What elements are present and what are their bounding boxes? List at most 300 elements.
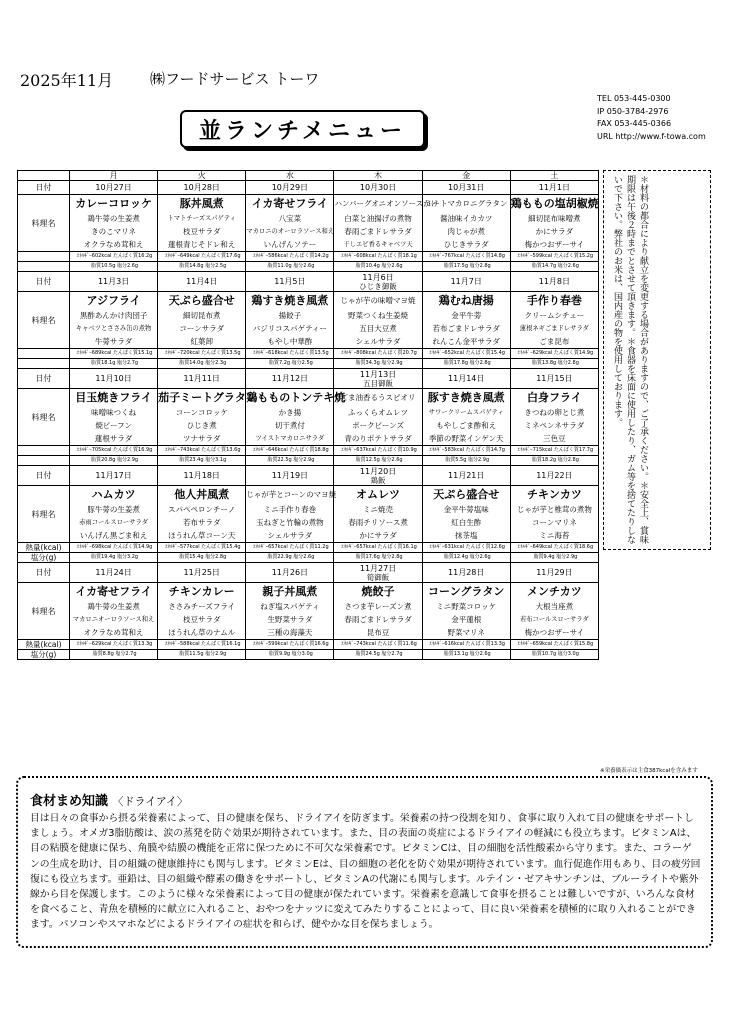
side-dish: コーンマリネ [532, 518, 577, 527]
side-dish: 白菜と油揚げの煮物 [344, 214, 412, 223]
side-dish: 黒酢あんかけ肉団子 [79, 311, 148, 320]
side-dish: 揚餃子 [278, 311, 302, 320]
salt-cell: 脂質18.1g 塩分2.7g [70, 359, 158, 369]
date-cell [422, 272, 510, 292]
date-text: 10月30日 [359, 183, 397, 192]
energy-row [18, 640, 599, 650]
main-dish: ハムカツ [91, 488, 136, 501]
salt-cell: 脂質17.5g 塩分2.8g [422, 262, 510, 272]
dish-cell [246, 389, 346, 446]
main-dish: 豚丼風煮 [179, 197, 224, 210]
date-cell [158, 369, 246, 389]
salt-cell: 脂質9.9g 塩分3.0g [246, 650, 334, 660]
side-dish: 赤雨コールスローサラダ [79, 519, 149, 526]
main-dish: 鶏すき焼き風煮 [251, 294, 329, 307]
side-dish: 枝豆サラダ [183, 615, 221, 624]
notice-text: ＊材料の都合により献立を変更する場合がありますので、ご了承ください。＊安全上、賞味期限は午後２時までとさせて頂きます。＊食器を床面に使用したり、ガム等を捨てたりしないで下さい。弊社のお米は、国内産の物を使用しております。 [612, 175, 648, 544]
salt-cell: 脂質14.0g 塩分2.3g [158, 359, 246, 369]
main-dish: チキンカレー [168, 585, 235, 598]
dish-cell [158, 292, 246, 349]
main-dish: チキンカツ [526, 488, 582, 501]
energy-cell: ｴﾈﾙｷﾞｰ586kcal たんぱく質14.2g [246, 252, 334, 262]
date-text: 11月21日 [448, 471, 485, 480]
header-date: 2025年11月 [20, 71, 114, 90]
energy-cell: ｴﾈﾙｷﾞｰ652kcal たんぱく質15.4g [422, 349, 510, 359]
energy-cell: ｴﾈﾙｷﾞｰ608kcal たんぱく質18.1g [334, 252, 422, 262]
company-name: ㈱フードサービス トーワ [150, 70, 320, 88]
side-dish: ミニ野菜コロッケ [436, 602, 497, 611]
side-dish: 焼ビーフン [95, 421, 132, 430]
date-cell [422, 181, 510, 195]
side-dish: 玉ねぎと竹輪の煮物 [256, 518, 324, 527]
energy-cell: ｴﾈﾙｷﾞｰ629kcal たんぱく質13.3g [70, 640, 158, 650]
dish-cell [158, 389, 257, 446]
date-cell [70, 369, 158, 389]
energy-cell: ｴﾈﾙｷﾞｰ705kcal たんぱく質16.9g [70, 446, 158, 456]
dish-cell [334, 389, 422, 446]
side-dish: ごま昆布 [539, 337, 570, 346]
date-text: 11月29日 [536, 568, 573, 577]
tel: TEL 053-445-0300 [597, 94, 671, 103]
date-label: 日付 [18, 181, 70, 195]
energy-cell: ｴﾈﾙｷﾞｰ577kcal たんぱく質15.4g [158, 543, 246, 553]
side-dish: 若布サラダ [183, 518, 221, 527]
dish-cell [246, 195, 334, 252]
side-dish: きつねの卵とじ煮 [524, 408, 585, 417]
date-cell [510, 369, 598, 389]
energy-cell: ｴﾈﾙｷﾞｰ689kcal たんぱく質15.1g [70, 349, 158, 359]
dish-cell [422, 389, 510, 446]
side-dish: ミニ焼売 [363, 505, 394, 514]
date-text: 10月27日 [95, 183, 132, 192]
main-dish: 天ぷら盛合せ [433, 488, 500, 501]
main-dish: コーングラタン [427, 585, 505, 598]
salt-row [18, 262, 599, 272]
salt-cell: 脂質13.8g 塩分2.8g [510, 359, 598, 369]
salt-cell: 脂質34.3g 塩分2.9g [334, 359, 422, 369]
article-body: 目は日々の食事から摂る栄養素によって、目の健康を保ち、ドライアイを防ぎます。栄養素の持つ役割を知り、食事に取り入れて目の健康をサポートしましょう。オメガ3脂肪酸は、涙の蒸発を防ぐ効果が期待されています。また、目の表面の炎症によるドライアイの軽減にも役立ちます。ビタミンAは、目の粘膜を健康に保ち、角膜や結膜の機能を正常に保つために不可欠な栄養素です。ビタミンCは、目の細胞を活性酸素から守ります。また、コラーゲンの生成を助け、目の組織の健康維持にも関与します。ビタミンEは、目の細胞の老化を防ぐ効果が期待されています。血行促進作用もあり、目の疲労回復にも役立ちます。亜鉛は、目の組織や酵素の働きをサポートし、ビタミンAの代謝にも関与します。ルテイン・ゼアキサンチンは、ブルーライトや紫外線から目を保護します。このように様々な栄養素によって目の健康が保たれています。栄養素を意識して食事を摂ることは難しいですが、いろんな食材を食べること、青魚を積極的に献立に入れること、おやつをナッツに変えてみたりすることによって、目に良い栄養素を積極的に取り入れることができます。パソコンやスマホなどによるドライアイの症状を和らげ、健やかな目を保ちましょう。 [30, 813, 701, 931]
energy-label: 熱量(kcal) [18, 640, 70, 650]
date-text: 11月8日 [538, 277, 571, 286]
date-row [18, 272, 599, 292]
side-dish: 金平牛蒡塩味 [443, 505, 489, 514]
dish-cell [246, 486, 337, 543]
main-dish: 鶏むね唐揚 [438, 294, 494, 307]
date-text: 11月1日 [538, 183, 571, 192]
salt-cell: 脂質19.4g 塩分3.2g [70, 553, 158, 563]
side-dish: クリームシチュー [524, 311, 585, 320]
side-dish: 紅白生酢 [451, 518, 482, 527]
energy-cell: ｴﾈﾙｷﾞｰ646kcal たんぱく質18.8g [246, 446, 334, 456]
energy-cell: ｴﾈﾙｷﾞｰ698kcal たんぱく質14.9g [70, 543, 158, 553]
dish-cell [158, 583, 246, 640]
salt-cell: 脂質15.4g 塩分2.8g [158, 553, 246, 563]
side-dish: 梅かつおザーサイ [524, 628, 585, 637]
side-dish: 蓮根青じそドレ和え [168, 240, 236, 249]
main-dish: 焼餃子 [361, 585, 395, 598]
salt-cell: 脂質17.8g 塩分2.8g [422, 359, 510, 369]
side-dish: ツナサラダ [183, 434, 221, 443]
energy-cell: ｴﾈﾙｷﾞｰ715kcal たんぱく質17.7g [510, 446, 598, 456]
dish-cell [422, 195, 510, 252]
side-dish: ふっくらオムレツ [348, 408, 409, 417]
side-dish: もやし中華酢 [267, 337, 313, 346]
dish-cell [422, 583, 510, 640]
date-text: 10月31日 [448, 183, 485, 192]
energy-label: 熱量(kcal) [18, 543, 70, 553]
url: URL http://www.f-towa.com [597, 131, 706, 141]
main-dish: イカ寄せフライ [75, 585, 152, 598]
dish-cell [510, 292, 598, 349]
energy-cell: ｴﾈﾙｷﾞｰ631kcal たんぱく質12.6g [422, 543, 510, 553]
energy-label [18, 446, 70, 456]
date-text: 11月27日 [359, 564, 397, 573]
date-text: 11月5日 [274, 277, 306, 286]
date-cell [158, 181, 246, 195]
date-cell [334, 563, 422, 583]
dish-cell [510, 583, 598, 640]
main-dish: 目玉焼きフライ [75, 391, 152, 404]
dish-cell [158, 486, 246, 543]
energy-cell: ｴﾈﾙｷﾞｰ649kcal たんぱく質17.6g [158, 252, 246, 262]
energy-label [18, 349, 70, 359]
date-text: 11月28日 [448, 568, 485, 577]
dish-row [18, 583, 599, 640]
notice-box [603, 170, 711, 550]
date-row [18, 466, 599, 486]
dish-row [18, 486, 599, 543]
side-dish: 青のりポテトサラダ [344, 434, 412, 443]
dish-cell [246, 583, 334, 640]
side-dish: 八宝菜 [278, 214, 302, 223]
salt-cell: 脂質17.6g 塩分2.8g [334, 553, 422, 563]
date-cell [334, 466, 422, 486]
side-dish: 味噌味つくね [91, 408, 137, 417]
article-title [30, 790, 701, 809]
energy-label [18, 252, 70, 262]
date-text: 10月28日 [183, 183, 220, 192]
rice-note: 筍御飯 [366, 573, 390, 582]
date-cell [510, 181, 598, 195]
salt-cell: 脂質10.5g 塩分2.6g [70, 262, 158, 272]
energy-cell: ｴﾈﾙｷﾞｰ767kcal たんぱく質14.8g [422, 252, 510, 262]
side-dish: 金平牛蒡 [451, 311, 482, 320]
dish-cell [70, 195, 158, 252]
date-text: 11月20日 [359, 467, 397, 476]
date-text: 11月17日 [95, 471, 132, 480]
energy-cell: ｴﾈﾙｷﾞｰ637kcal たんぱく質10.9g [334, 446, 422, 456]
energy-row [18, 543, 599, 553]
dish-cell [510, 389, 598, 446]
date-text: 11月15日 [536, 374, 573, 383]
salt-cell: 脂質24.5g 塩分2.7g [334, 650, 422, 660]
side-dish: マカロニオーロラソース和え [72, 616, 155, 623]
side-dish: 細切昆布煮 [182, 311, 221, 320]
date-cell [422, 563, 510, 583]
date-text: 11月7日 [450, 277, 482, 286]
energy-cell: ｴﾈﾙｷﾞｰ583kcal たんぱく質14.7g [422, 446, 510, 456]
side-dish: かにサラダ [359, 531, 397, 540]
main-dish: 鶏もものトンテキ焼 [246, 391, 346, 404]
dish-cell [510, 195, 598, 252]
side-dish: いんげん黒ごま和え [79, 531, 148, 540]
main-dish: 豚すき焼き風煮 [427, 391, 505, 404]
main-dish: 他人丼風煮 [174, 488, 230, 501]
main-dish: じゃが芋の味噌マヨ焼 [340, 296, 416, 305]
salt-cell: 脂質14.7g 塩分2.6g [510, 262, 598, 272]
side-dish: 枝豆サラダ [183, 227, 221, 236]
date-text: 11月3日 [97, 277, 130, 286]
side-dish: 牛蒡サラダ [94, 337, 133, 346]
rice-note: ひじき御飯 [359, 282, 397, 291]
side-dish: かき揚 [278, 408, 302, 417]
salt-label: 塩分(g) [18, 553, 70, 563]
main-dish: 白身フライ [527, 391, 582, 404]
weekday-2: 水 [246, 171, 334, 181]
salt-cell: 脂質7.2g 塩分2.5g [246, 359, 334, 369]
salt-row [18, 650, 599, 660]
date-text: 11月12日 [271, 374, 309, 383]
side-dish: ミネペンネサラダ [524, 421, 585, 430]
dish-label: 料理名 [18, 486, 70, 543]
date-row [18, 563, 599, 583]
side-dish: 蓮根サラダ [94, 434, 133, 443]
main-dish: 鶏ももの塩胡椒焼 [510, 197, 599, 210]
weekday-4: 金 [422, 171, 510, 181]
date-cell [422, 466, 510, 486]
corner-cell [18, 171, 70, 181]
date-cell [246, 466, 334, 486]
dish-cell [246, 292, 334, 349]
side-dish: 若布ごまドレサラダ [432, 324, 500, 333]
side-dish: シェルサラダ [355, 337, 401, 346]
side-dish: 抹茶塩 [454, 531, 478, 540]
weekday-5: 土 [510, 171, 598, 181]
dish-label: 料理名 [18, 292, 70, 349]
date-cell [422, 369, 510, 389]
dish-label: 料理名 [18, 195, 70, 252]
side-dish: ほうれん草コーン天 [168, 531, 236, 540]
side-dish: ねぎ塩スパゲティ [260, 602, 320, 611]
main-dish: ミートマカロニグラタン [424, 199, 508, 208]
side-dish: ひじき煮 [186, 421, 217, 430]
side-dish: 野菜マリネ [447, 628, 485, 637]
date-cell [158, 563, 246, 583]
side-dish: 生野菜サラダ [267, 615, 313, 624]
main-dish: アジフライ [86, 294, 141, 307]
side-dish: コーンサラダ [179, 324, 225, 333]
side-dish: もやしごま酢和え [436, 421, 497, 430]
side-dish: 季節の野菜インゲン天 [428, 434, 504, 443]
energy-cell: ｴﾈﾙｷﾞｰ743kcal たんぱく質11.6g [334, 640, 422, 650]
dish-cell [422, 292, 510, 349]
salt-row [18, 553, 599, 563]
dish-cell [158, 195, 246, 252]
date-cell [70, 563, 158, 583]
date-text: 11月19日 [271, 471, 309, 480]
date-label: 日付 [18, 272, 70, 292]
date-label: 日付 [18, 369, 70, 389]
date-cell [334, 181, 422, 195]
side-dish: ツイストマカロニサラダ [255, 435, 325, 442]
dish-cell [334, 195, 439, 252]
date-cell [510, 466, 598, 486]
fax: FAX 053-445-0366 [597, 119, 672, 128]
salt-cell: 脂質13.1g 塩分2.6g [422, 650, 510, 660]
side-dish: きのこマリネ [91, 227, 136, 236]
side-dish: れんこん金平サラダ [432, 337, 500, 346]
date-cell [246, 181, 334, 195]
salt-label: 塩分(g) [18, 650, 70, 660]
side-dish: 肉じゃが煮 [447, 227, 485, 236]
side-dish: 大根当座煮 [535, 602, 574, 611]
salt-cell: 脂質9.4g 塩分2.9g [510, 553, 598, 563]
date-text: 11月26日 [271, 568, 309, 577]
date-label: 日付 [18, 563, 70, 583]
dish-label: 料理名 [18, 583, 70, 640]
date-cell [246, 272, 334, 292]
date-cell [158, 466, 246, 486]
side-dish: オクラなめ茸和え [83, 240, 144, 249]
salt-cell: 脂質22.9g 塩分2.6g [246, 553, 334, 563]
side-dish: 若布コールスローサラダ [519, 616, 589, 623]
dish-cell [422, 486, 510, 543]
side-dish: 梅かつおザーサイ [524, 240, 585, 249]
date-cell [510, 272, 598, 292]
dish-cell [510, 486, 598, 543]
side-dish: いんげんソテー [263, 240, 317, 249]
energy-cell: ｴﾈﾙｷﾞｰ588kcal たんぱく質16.1g [158, 640, 246, 650]
side-dish: 昆布豆 [366, 628, 390, 637]
salt-cell: 脂質22.5g 塩分2.9g [246, 456, 334, 466]
date-row [18, 369, 599, 389]
weekday-3: 木 [334, 171, 422, 181]
side-dish: じゃが芋と椎茸の煮物 [516, 505, 592, 514]
side-dish: 紅葉卸 [190, 337, 213, 346]
side-dish: ミニ海苔 [539, 531, 570, 540]
contact-info [597, 93, 706, 143]
side-dish: 切干煮付 [274, 421, 305, 430]
date-row [18, 181, 599, 195]
energy-cell: ｴﾈﾙｷﾞｰ649kcal たんぱく質18.6g [510, 543, 598, 553]
dish-label: 料理名 [18, 389, 70, 446]
date-cell [158, 272, 246, 292]
salt-cell: 脂質11.0g 塩分2.6g [246, 262, 334, 272]
energy-row [18, 252, 599, 262]
salt-cell: 脂質11.5g 塩分2.9g [158, 650, 246, 660]
main-dish: 手作り春巻 [526, 294, 582, 307]
main-dish: じゃが芋とコーンのマヨ焼 [246, 490, 337, 499]
dish-cell [334, 583, 422, 640]
energy-cell: ｴﾈﾙｷﾞｰ629kcal たんぱく質14.9g [510, 349, 598, 359]
side-dish: ポークビーンズ [352, 421, 404, 430]
side-dish: サワークリームスパゲティ [428, 409, 504, 416]
energy-cell: ｴﾈﾙｷﾞｰ720kcal たんぱく質13.5g [158, 349, 246, 359]
main-dish: カレーコロッケ [75, 197, 152, 210]
weekday-0: 月 [70, 171, 158, 181]
main-dish: ごま油香るうスピオリ [340, 393, 416, 402]
salt-cell: 脂質12.4g 塩分2.6g [422, 553, 510, 563]
date-text: 11月10日 [95, 374, 132, 383]
energy-cell: ｴﾈﾙｷﾞｰ657kcal たんぱく質11.2g [246, 543, 334, 553]
side-dish: コーンコロッケ [175, 408, 228, 417]
date-label: 日付 [18, 466, 70, 486]
side-dish: 野菜つくね生姜焼 [348, 311, 409, 320]
dish-cell [70, 292, 158, 349]
date-text: 11月13日 [359, 370, 397, 379]
dish-cell [70, 583, 158, 640]
energy-cell: ｴﾈﾙｷﾞｰ808kcal たんぱく質20.7g [334, 349, 422, 359]
energy-cell: ｴﾈﾙｷﾞｰ657kcal たんぱく質16.1g [334, 543, 422, 553]
energy-cell: ｴﾈﾙｷﾞｰ616kcal たんぱく質13.3g [422, 640, 510, 650]
menu-table [17, 170, 599, 660]
salt-row [18, 359, 599, 369]
side-dish: 五目大豆煮 [359, 324, 397, 333]
energy-row [18, 446, 599, 456]
dish-cell [334, 486, 422, 543]
salt-cell: 脂質8.8g 塩分2.7g [70, 650, 158, 660]
date-text: 11月14日 [448, 374, 485, 383]
date-cell [334, 272, 422, 292]
side-dish: 蓮根ネギごまドレサラダ [519, 325, 589, 332]
salt-cell: 脂質10.4g 塩分2.6g [334, 262, 422, 272]
salt-cell: 脂質14.8g 塩分2.5g [158, 262, 246, 272]
side-dish: 春雨ごまドレサラダ [344, 227, 412, 236]
date-cell [70, 466, 158, 486]
date-text: 11月18日 [183, 471, 220, 480]
side-dish: 醤油味イカカツ [440, 214, 493, 223]
side-dish: シェルサラダ [267, 531, 313, 540]
date-text: 11月4日 [186, 277, 218, 286]
main-dish: 天ぷら盛合せ [168, 294, 235, 307]
main-dish: メンチカツ [527, 585, 582, 598]
dish-row [18, 195, 599, 252]
side-dish: 鶏牛蒡の生姜煮 [87, 214, 140, 223]
energy-cell: ｴﾈﾙｷﾞｰ602kcal たんぱく質16.2g [70, 252, 158, 262]
side-dish: ほうれん草のナムル [168, 628, 236, 637]
side-dish: 金平蓮根 [451, 615, 482, 624]
date-text: 10月29日 [271, 183, 309, 192]
salt-cell: 脂質18.2g 塩分2.8g [510, 456, 598, 466]
dish-cell [70, 389, 158, 446]
date-text: 11月6日 [362, 273, 394, 282]
weekday-1: 火 [158, 171, 246, 181]
main-dish: 茄子ミートグラタン [158, 391, 257, 404]
energy-cell: ｴﾈﾙｷﾞｰ618kcal たんぱく質13.5g [246, 349, 334, 359]
side-dish: オクラなめ茸和え [83, 628, 144, 637]
date-text: 11月11日 [183, 374, 220, 383]
side-dish: ささみチーズフライ [168, 602, 236, 611]
salt-cell: 脂質20.8g 塩分2.9g [70, 456, 158, 466]
weekday-row [18, 171, 599, 181]
side-dish: ミニ手作り春巻 [263, 505, 317, 514]
side-dish: 細切昆布味噌煮 [528, 214, 581, 223]
side-dish: さつま芋レーズン煮 [344, 602, 412, 611]
salt-cell: 脂質12.5g 塩分2.6g [334, 456, 422, 466]
menu-title: 並ランチメニュー [180, 110, 425, 148]
date-cell [70, 181, 158, 195]
side-dish: トマトチーズスパゲティ [167, 215, 236, 222]
side-dish: 三種の海藻天 [267, 628, 313, 637]
date-cell [246, 563, 334, 583]
energy-cell: ｴﾈﾙｷﾞｰ743kcal たんぱく質13.6g [158, 446, 246, 456]
side-dish: ひじきサラダ [443, 240, 489, 249]
side-dish: かにサラダ [535, 227, 574, 236]
energy-cell: ｴﾈﾙｷﾞｰ599kcal たんぱく質16.6g [246, 640, 334, 650]
side-dish: 春雨ごまドレサラダ [344, 615, 412, 624]
side-dish: バジリコスパゲティー [252, 324, 328, 333]
date-text: 11月24日 [95, 568, 132, 577]
